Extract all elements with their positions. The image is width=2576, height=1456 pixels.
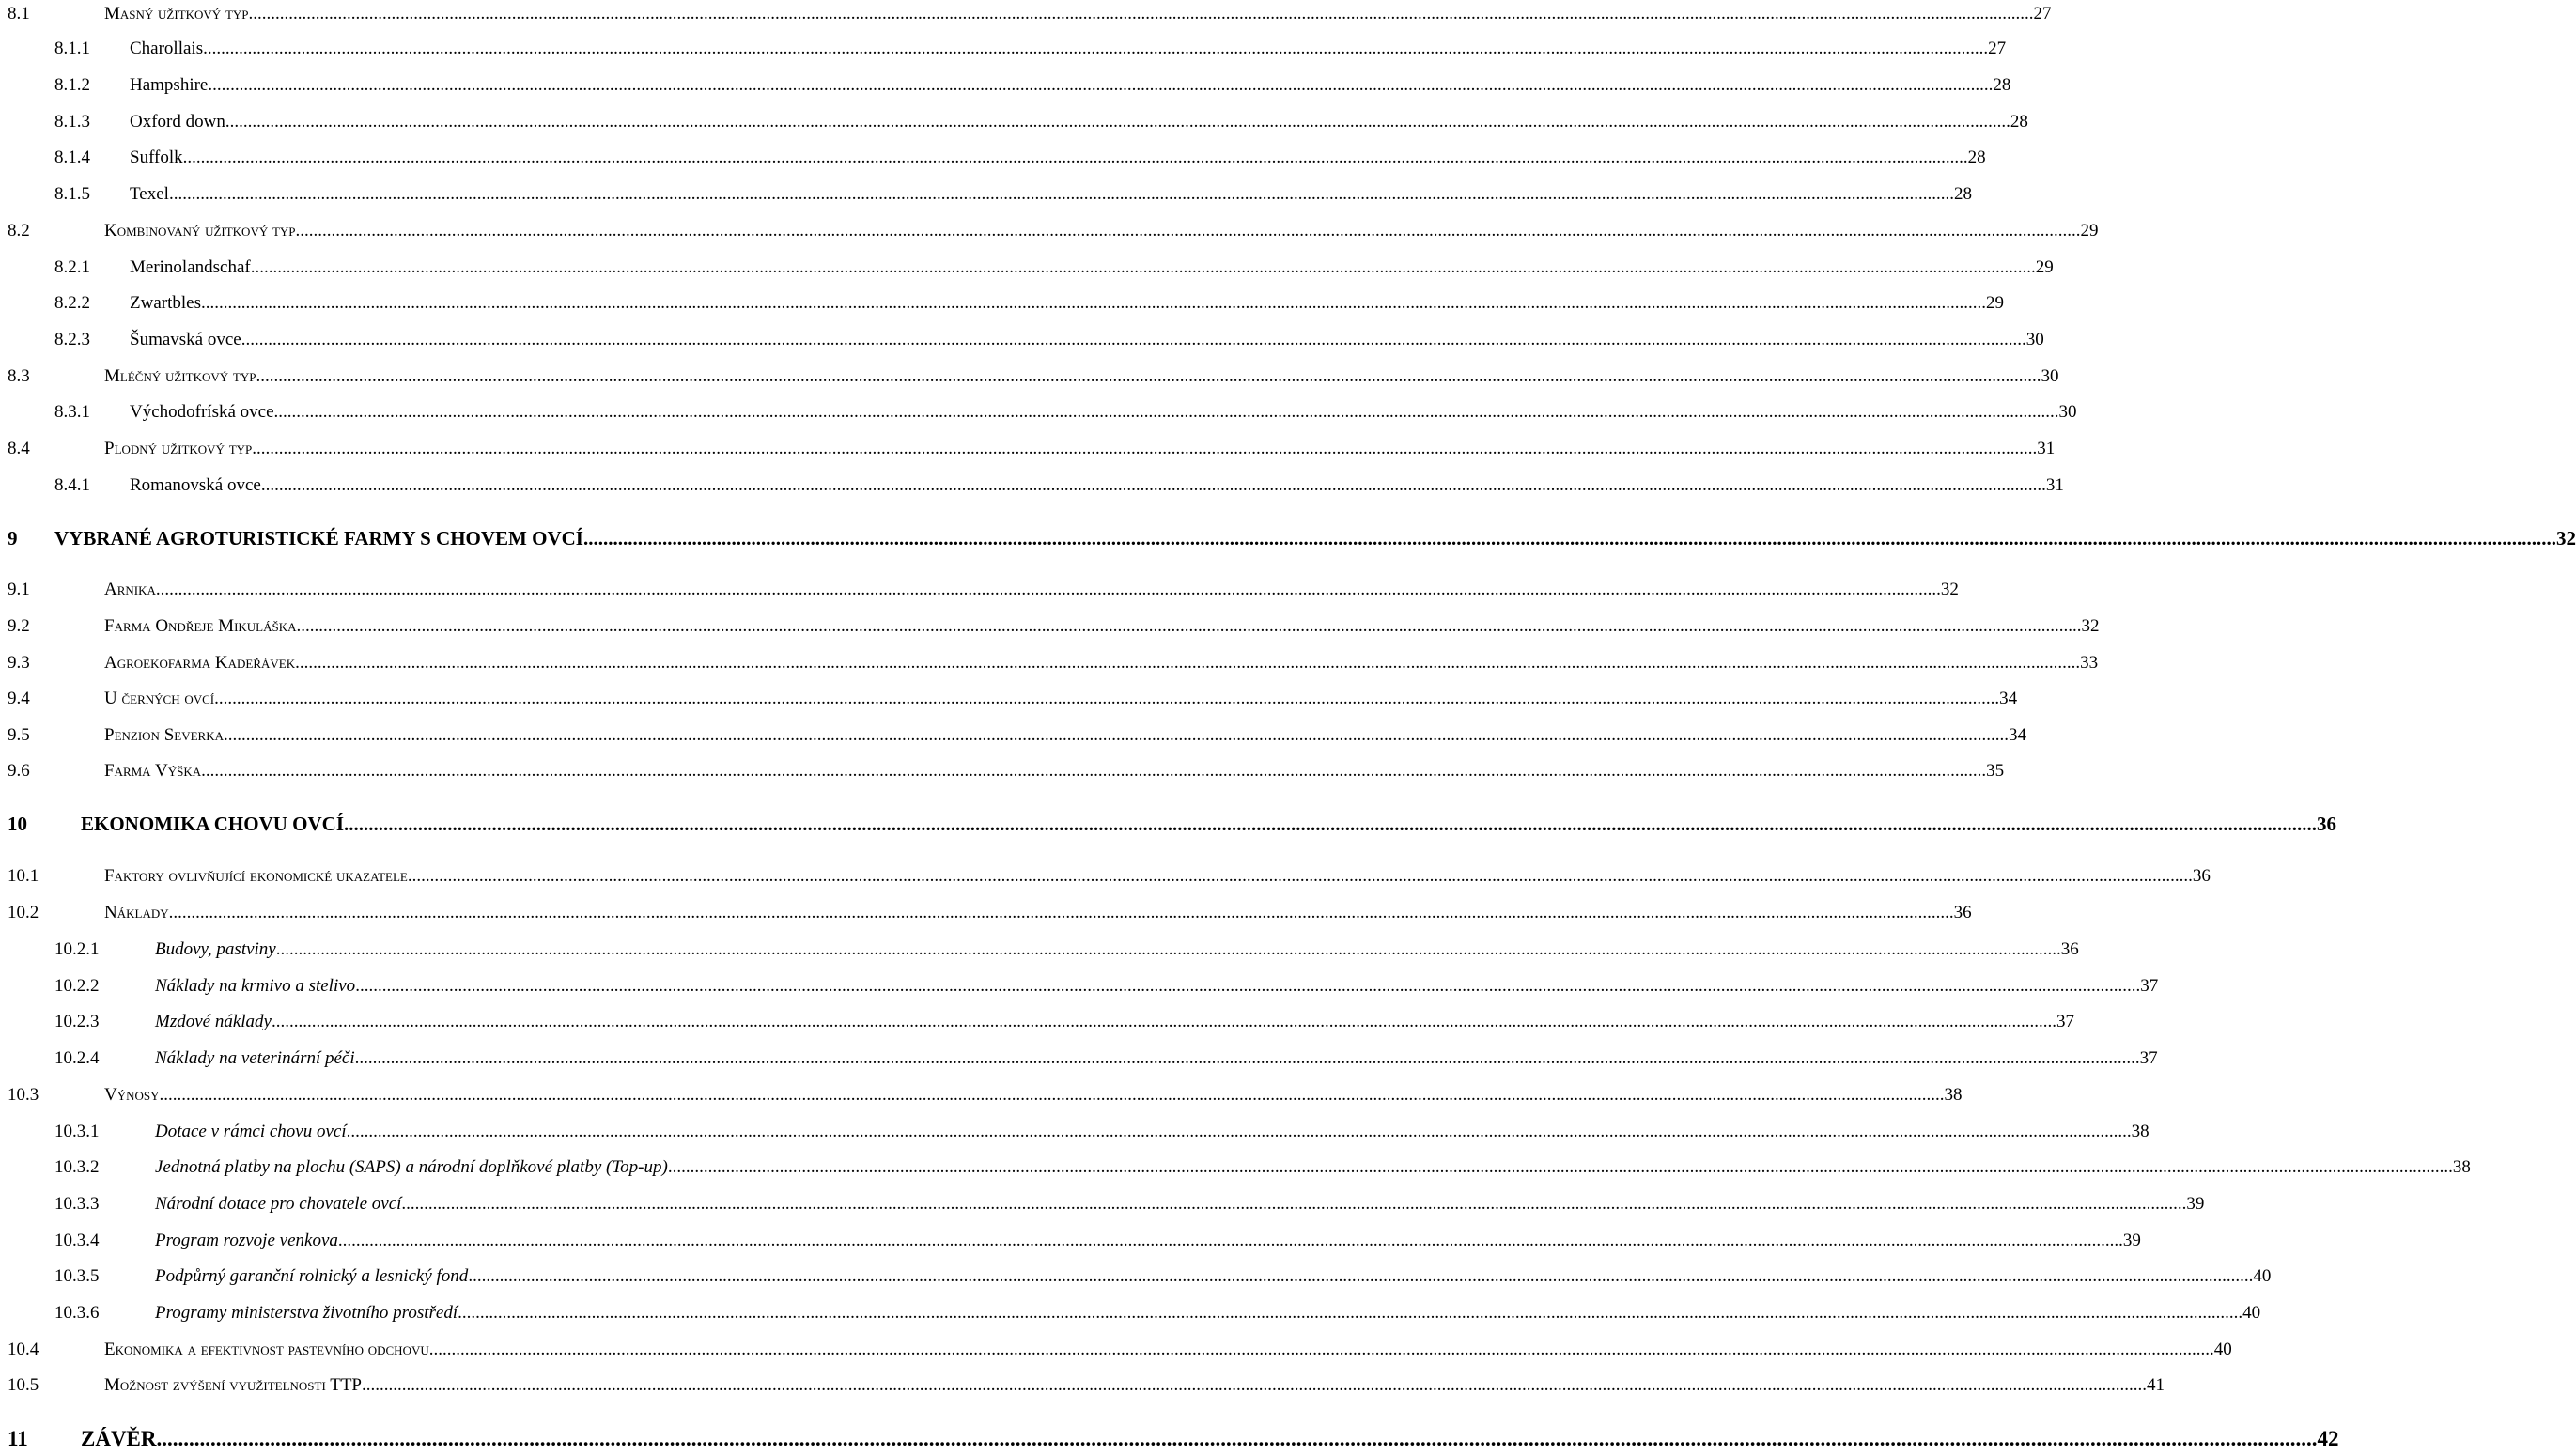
toc-entry-title: Budovy, pastviny <box>155 939 276 959</box>
toc-entry-number: 10.2.2 <box>54 976 100 996</box>
toc-entry[interactable] <box>54 398 2077 426</box>
toc-dot-leader: ................................................................................................................................................................................................................................................................................................................................................................................................................ <box>248 4 2034 23</box>
toc-entry-title: Šumavská ovce <box>130 330 241 349</box>
toc-entry-page: 37 <box>2140 976 2159 996</box>
toc-dot-leader: ................................................................................................................................................................................................................................................................................................................................................................................................................ <box>667 1157 2453 1177</box>
toc-entry[interactable] <box>8 522 2576 554</box>
toc-dot-leader: ................................................................................................................................................................................................................................................................................................................................................................................................................ <box>407 866 2193 886</box>
toc-entry-page: 38 <box>2452 1157 2471 1177</box>
toc-entry[interactable] <box>54 254 2054 282</box>
toc-entry[interactable] <box>54 289 2004 318</box>
toc-dot-leader: ................................................................................................................................................................................................................................................................................................................................................................................................................ <box>168 903 1954 922</box>
toc-dot-leader: ................................................................................................................................................................................................................................................................................................................................................................................................................ <box>252 439 2038 458</box>
toc-entry-title: Náklady na veterinární péči <box>155 1048 355 1068</box>
toc-entry[interactable] <box>8 808 2337 840</box>
toc-entry-title: Možnost zvýšení využitelnosti TTP <box>104 1375 362 1395</box>
toc-entry-page: 31 <box>2045 475 2064 495</box>
toc-entry-page: 40 <box>2242 1303 2261 1323</box>
toc-entry[interactable] <box>54 472 2064 500</box>
toc-dot-leader: ................................................................................................................................................................................................................................................................................................................................................................................................................ <box>208 75 1994 95</box>
toc-entry-number: 10.2 <box>8 903 39 922</box>
toc-entry[interactable] <box>54 1118 2149 1146</box>
toc-dot-leader: ................................................................................................................................................................................................................................................................................................................................................................................................................ <box>337 1231 2123 1250</box>
toc-entry[interactable] <box>8 0 2052 28</box>
toc-entry-title: Výnosy <box>104 1085 160 1105</box>
toc-entry-number: 10.4 <box>8 1340 39 1359</box>
toc-entry-page: 28 <box>1967 147 1986 167</box>
toc-dot-leader: ................................................................................................................................................................................................................................................................................................................................................................................................................ <box>401 1194 2187 1214</box>
toc-entry-page: 39 <box>2186 1194 2205 1214</box>
toc-entry[interactable] <box>8 1422 2339 1456</box>
toc-dot-leader: ................................................................................................................................................................................................................................................................................................................................................................................................................ <box>260 475 2046 495</box>
toc-entry-page: 36 <box>2317 813 2337 835</box>
toc-entry-page: 27 <box>1988 39 2007 58</box>
toc-dot-leader: ................................................................................................................................................................................................................................................................................................................................................................................................................ <box>582 527 2556 550</box>
toc-dot-leader: ................................................................................................................................................................................................................................................................................................................................................................................................................ <box>256 366 2041 386</box>
toc-entry-page: 29 <box>2080 221 2099 240</box>
toc-entry-page: 31 <box>2037 439 2056 458</box>
toc-entry-number: 10.2.4 <box>54 1048 100 1068</box>
toc-entry-title: Kombinovaný užitkový typ <box>104 221 296 240</box>
toc-entry-number: 10.3.4 <box>54 1231 100 1250</box>
toc-entry[interactable] <box>8 576 1959 604</box>
toc-dot-leader: ................................................................................................................................................................................................................................................................................................................................................................................................................ <box>159 1085 1945 1105</box>
toc-dot-leader: ................................................................................................................................................................................................................................................................................................................................................................................................................ <box>223 725 2009 745</box>
toc-entry-title: Plodný užitkový typ <box>104 439 253 458</box>
toc-entry-number: 9.6 <box>8 761 30 781</box>
toc-entry-title: Texel <box>130 184 169 204</box>
toc-dot-leader: ................................................................................................................................................................................................................................................................................................................................................................................................................ <box>354 1048 2140 1068</box>
toc-dot-leader: ................................................................................................................................................................................................................................................................................................................................................................................................................ <box>468 1266 2254 1286</box>
toc-entry[interactable] <box>8 862 2211 891</box>
toc-entry[interactable] <box>54 1299 2261 1327</box>
toc-entry-title: Podpůrný garanční rolnický a lesnický fond <box>155 1266 469 1286</box>
toc-entry-title: Charollais <box>130 39 204 58</box>
toc-entry-title: Program rozvoje venkova <box>155 1231 338 1250</box>
toc-entry-page: 40 <box>2253 1266 2272 1286</box>
toc-dot-leader: ................................................................................................................................................................................................................................................................................................................................................................................................................ <box>273 402 2059 422</box>
toc-dot-leader: ................................................................................................................................................................................................................................................................................................................................................................................................................ <box>458 1303 2243 1323</box>
toc-entry-page: 37 <box>2056 1012 2074 1031</box>
toc-entry-title: Východofríská ovce <box>130 402 274 422</box>
toc-entry[interactable] <box>8 899 1972 927</box>
toc-entry-title: Ekonomika a efektivnost pastevního odchovu <box>104 1340 429 1359</box>
toc-entry-number: 9.3 <box>8 653 30 673</box>
toc-entry-title: Náklady na krmivo a stelivo <box>155 976 356 996</box>
toc-entry-page: 33 <box>2080 653 2099 673</box>
toc-entry[interactable] <box>54 35 2007 63</box>
toc-entry-page: 36 <box>2192 866 2211 886</box>
toc-entry-number: 8.4 <box>8 439 30 458</box>
toc-entry[interactable] <box>8 217 2099 245</box>
toc-entry-number: 10.2.1 <box>54 939 100 959</box>
toc-entry-number: 8.3.1 <box>54 402 90 422</box>
toc-entry-title: EKONOMIKA CHOVU OVCÍ <box>81 813 345 835</box>
toc-entry-title: Agroekofarma Kadeřávek <box>104 653 296 673</box>
toc-entry-number: 8.2.1 <box>54 257 90 277</box>
toc-entry[interactable] <box>54 108 2028 136</box>
toc-dot-leader: ................................................................................................................................................................................................................................................................................................................................................................................................................ <box>156 1427 2318 1450</box>
toc-entry-title: Jednotná platby na plochu (SAPS) a národní doplňkové platby (Top-up) <box>155 1157 668 1177</box>
toc-entry-number: 8.2.2 <box>54 293 90 313</box>
toc-entry[interactable] <box>8 363 2059 391</box>
toc-dot-leader: ................................................................................................................................................................................................................................................................................................................................................................................................................ <box>271 1012 2056 1031</box>
toc-entry-page: 30 <box>2041 366 2059 386</box>
toc-entry-number: 8.1.1 <box>54 39 90 58</box>
toc-entry-page: 34 <box>2008 725 2026 745</box>
toc-entry[interactable] <box>8 435 2056 463</box>
toc-entry-title: Dotace v rámci chovu ovcí <box>155 1122 347 1141</box>
toc-entry-number: 10.3.6 <box>54 1303 100 1323</box>
toc-dot-leader: ................................................................................................................................................................................................................................................................................................................................................................................................................ <box>155 580 1941 599</box>
toc-entry-page: 30 <box>2025 330 2044 349</box>
toc-dot-leader: ................................................................................................................................................................................................................................................................................................................................................................................................................ <box>428 1340 2214 1359</box>
toc-entry-page: 28 <box>2010 112 2028 132</box>
toc-entry[interactable] <box>54 972 2159 1000</box>
toc-entry[interactable] <box>54 71 2011 100</box>
toc-entry-title: Mléčný užitkový typ <box>104 366 256 386</box>
toc-entry-page: 34 <box>1999 689 2018 708</box>
toc-entry[interactable] <box>8 1336 2232 1364</box>
toc-entry-number: 9.2 <box>8 616 30 636</box>
toc-entry-number: 9.5 <box>8 725 30 745</box>
toc-entry-number: 10.3.3 <box>54 1194 100 1214</box>
toc-entry-title: Penzion Severka <box>104 725 224 745</box>
toc-entry[interactable] <box>54 1262 2272 1291</box>
toc-entry-title: Merinolandschaf <box>130 257 251 277</box>
toc-entry[interactable] <box>8 757 2005 785</box>
toc-entry-number: 10.1 <box>8 866 39 886</box>
toc-dot-leader: ................................................................................................................................................................................................................................................................................................................................................................................................................ <box>275 939 2061 959</box>
toc-dot-leader: ................................................................................................................................................................................................................................................................................................................................................................................................................ <box>250 257 2036 277</box>
toc-entry-page: 39 <box>2122 1231 2141 1250</box>
toc-entry-number: 9 <box>8 527 18 550</box>
toc-entry[interactable] <box>54 1045 2158 1073</box>
toc-dot-leader: ................................................................................................................................................................................................................................................................................................................................................................................................................ <box>241 330 2026 349</box>
toc-dot-leader: ................................................................................................................................................................................................................................................................................................................................................................................................................ <box>201 761 1987 781</box>
toc-entry-title: Faktory ovlivňující ekonomické ukazatele <box>104 866 408 886</box>
toc-entry-title: Zwartbles <box>130 293 201 313</box>
toc-entry[interactable] <box>8 721 2026 750</box>
toc-entry-number: 8.1.4 <box>54 147 90 167</box>
toc-entry[interactable] <box>54 936 2079 964</box>
toc-dot-leader: ................................................................................................................................................................................................................................................................................................................................................................................................................ <box>346 1122 2132 1141</box>
toc-entry-title: Hampshire <box>130 75 209 95</box>
toc-entry-number: 9.4 <box>8 689 30 708</box>
toc-dot-leader: ................................................................................................................................................................................................................................................................................................................................................................................................................ <box>225 112 2010 132</box>
toc-entry-title: ZÁVĚR <box>81 1427 157 1450</box>
toc-entry-page: 27 <box>2033 4 2052 23</box>
toc-entry-number: 8.1 <box>8 4 30 23</box>
toc-entry-page: 35 <box>1986 761 2005 781</box>
toc-dot-leader: ................................................................................................................................................................................................................................................................................................................................................................................................................ <box>214 689 2000 708</box>
toc-entry[interactable] <box>54 326 2044 354</box>
toc-entry-number: 8.2 <box>8 221 30 240</box>
toc-entry-number: 10.2.3 <box>54 1012 100 1031</box>
toc-entry-number: 10.3.1 <box>54 1122 100 1141</box>
toc-entry-page: 37 <box>2139 1048 2158 1068</box>
toc-entry-page: 40 <box>2213 1340 2232 1359</box>
toc-entry[interactable] <box>54 180 1972 209</box>
toc-entry-number: 10.3.2 <box>54 1157 100 1177</box>
toc-entry-page: 32 <box>1940 580 1959 599</box>
toc-entry-title: Mzdové náklady <box>155 1012 272 1031</box>
toc-entry-title: Suffolk <box>130 147 183 167</box>
toc-entry-number: 10 <box>8 813 27 835</box>
toc-dot-leader: ................................................................................................................................................................................................................................................................................................................................................................................................................ <box>344 813 2318 835</box>
toc-entry-page: 28 <box>1953 184 1972 204</box>
toc-dot-leader: ................................................................................................................................................................................................................................................................................................................................................................................................................ <box>203 39 1989 58</box>
toc-dot-leader: ................................................................................................................................................................................................................................................................................................................................................................................................................ <box>295 653 2081 673</box>
toc-entry-page: 32 <box>2555 527 2576 550</box>
toc-entry-number: 10.5 <box>8 1375 39 1395</box>
toc-entry-title: VYBRANÉ AGROTURISTICKÉ FARMY S CHOVEM OVCÍ <box>54 527 583 550</box>
toc-entry[interactable] <box>54 1008 2074 1036</box>
toc-entry-number: 8.1.2 <box>54 75 90 95</box>
toc-entry-title: Masný užitkový typ <box>104 4 249 23</box>
toc-entry-number: 8.3 <box>8 366 30 386</box>
toc-entry-number: 10.3.5 <box>54 1266 100 1286</box>
toc-entry-title: Romanovská ovce <box>130 475 261 495</box>
toc-dot-leader: ................................................................................................................................................................................................................................................................................................................................................................................................................ <box>295 221 2081 240</box>
toc-entry-page: 38 <box>2131 1122 2149 1141</box>
toc-entry[interactable] <box>8 1081 1963 1109</box>
toc-dot-leader: ................................................................................................................................................................................................................................................................................................................................................................................................................ <box>355 976 2141 996</box>
toc-entry[interactable] <box>8 649 2099 677</box>
toc-entry-page: 36 <box>2060 939 2079 959</box>
toc-entry[interactable] <box>8 612 2100 641</box>
toc-entry-number: 8.4.1 <box>54 475 90 495</box>
toc-entry-page: 30 <box>2058 402 2077 422</box>
toc-entry-page: 29 <box>2035 257 2054 277</box>
toc-entry-page: 41 <box>2147 1375 2165 1395</box>
toc-entry-title: U černých ovcí <box>104 689 215 708</box>
toc-entry-page: 32 <box>2081 616 2100 636</box>
toc-entry-number: 8.1.3 <box>54 112 90 132</box>
toc-entry[interactable] <box>54 1190 2205 1218</box>
toc-entry-page: 36 <box>1953 903 1972 922</box>
toc-entry-number: 9.1 <box>8 580 30 599</box>
toc-entry[interactable] <box>8 685 2018 713</box>
toc-entry[interactable] <box>54 1227 2141 1255</box>
toc-entry-title: Farma Ondřeje Mikuláška <box>104 616 297 636</box>
toc-entry-title: Národní dotace pro chovatele ovcí <box>155 1194 402 1214</box>
toc-entry-page: 38 <box>1944 1085 1963 1105</box>
toc-entry-title: Arnika <box>104 580 156 599</box>
toc-dot-leader: ................................................................................................................................................................................................................................................................................................................................................................................................................ <box>168 184 1954 204</box>
toc-entry-title: Farma Výška <box>104 761 202 781</box>
toc-dot-leader: ................................................................................................................................................................................................................................................................................................................................................................................................................ <box>182 147 1968 167</box>
toc-entry[interactable] <box>8 1371 2165 1400</box>
toc-entry[interactable] <box>54 144 1986 172</box>
toc-entry-title: Oxford down <box>130 112 225 132</box>
toc-dot-leader: ................................................................................................................................................................................................................................................................................................................................................................................................................ <box>362 1375 2147 1395</box>
toc-entry-number: 8.1.5 <box>54 184 90 204</box>
toc-entry-title: Náklady <box>104 903 169 922</box>
toc-entry-page: 42 <box>2317 1427 2339 1450</box>
toc-entry-page: 28 <box>1993 75 2011 95</box>
toc-dot-leader: ................................................................................................................................................................................................................................................................................................................................................................................................................ <box>200 293 1986 313</box>
toc-dot-leader: ................................................................................................................................................................................................................................................................................................................................................................................................................ <box>296 616 2082 636</box>
toc-entry-number: 11 <box>8 1427 28 1450</box>
toc-entry-number: 10.3 <box>8 1085 39 1105</box>
toc-entry-number: 8.2.3 <box>54 330 90 349</box>
toc-entry-title: Programy ministerstva životního prostředí <box>155 1303 458 1323</box>
toc-entry-page: 29 <box>1985 293 2004 313</box>
toc-entry[interactable] <box>54 1154 2471 1182</box>
